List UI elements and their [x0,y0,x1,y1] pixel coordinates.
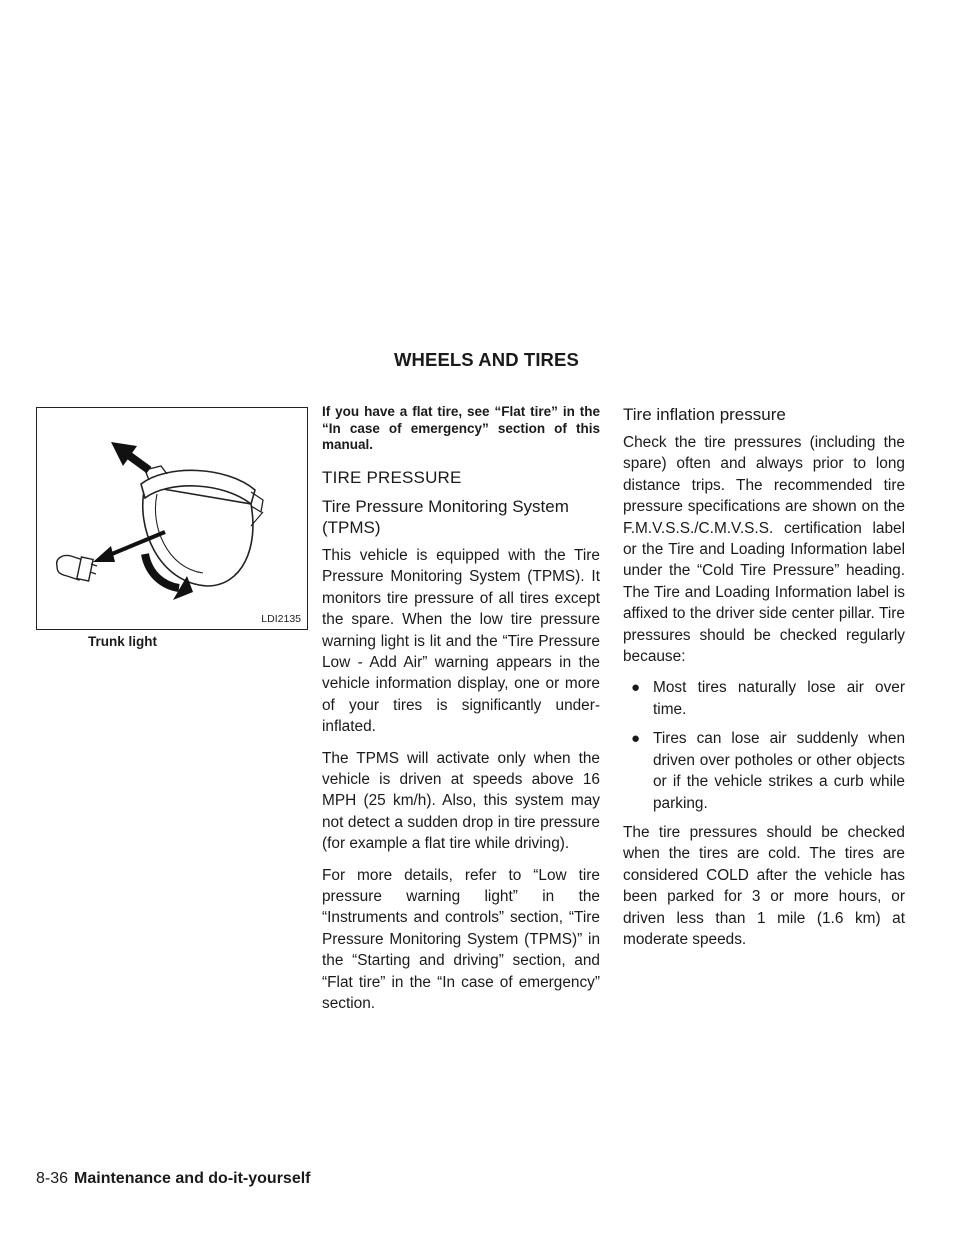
heading-tire-pressure: TIRE PRESSURE [322,467,462,487]
figure-code: LDI2135 [261,613,301,625]
heading-tpms: Tire Pressure Monitoring System (TPMS) [322,496,569,537]
list-item [623,677,905,720]
trunk-light-illustration [37,408,309,631]
section-header: WHEELS AND TIRES [394,349,579,370]
heading-tire-inflation-pressure: Tire inflation pressure [623,405,786,424]
paragraph: For more details, refer to “Low tire pressure warning light” in the “Instruments and controls” section, “Tire Pressure Monitoring System (TPMS)” in the “Starting and driving” section, and “Flat tire” in the “In case of emergency” section. [322,866,600,1013]
figure-caption: Trunk light [88,634,157,649]
paragraph: Check the tire pressures (including the spare) often and always prior to long distance trips. The recommended tire pressure specifications are shown on the F.M.V.S.S./C.M.V.S.S. certification label or the Tire and Loading Information label under the “Cold Tire Pressure” heading. The Tire and Loading Information label is affixed to the driver side center pillar. Tire pressures should be checked regularly because: [623,434,905,666]
flat-tire-note: If you have a flat tire, see “Flat tire” in the “In case of emergency” section of this manual. [322,404,600,452]
list-item-text: Tires can lose air suddenly when driven over potholes or other objects or if the vehicle strikes a curb while parking. [653,730,905,812]
footer-section-name: Maintenance and do-it-yourself [74,1170,311,1187]
bullet-list [623,677,905,813]
bullet-icon: ● [631,679,641,697]
page-footer [36,1170,311,1188]
column-tire-inflation [623,404,905,960]
trunk-light-figure [36,407,308,630]
list-item [623,728,905,814]
paragraph: The TPMS will activate only when the vehicle is driven at speeds above 16 MPH (25 km/h). Also, this system may not detect a sudden drop in tire pressure (for example a flat tire while driving). [322,749,600,853]
list-item-text: Most tires naturally lose air over time. [653,679,905,718]
paragraph: The tire pressures should be checked when the tires are cold. The tires are considered COLD after the vehicle has been parked for 3 or more hours, or driven less than 1 mile (1.6 km) at moderate speeds. [623,823,905,948]
bullet-icon: ● [631,730,641,748]
paragraph: This vehicle is equipped with the Tire Pressure Monitoring System (TPMS). It monitors tire pressure of all tires except the spare. When the low tire pressure warning light is lit and the “Tire Pressure Low - Add Air” warning appears in the vehicle information display, one or more of your tires is significantly under-inflated. [322,546,600,736]
column-tire-pressure [322,404,600,1024]
page-number: 8-36 [36,1170,69,1187]
